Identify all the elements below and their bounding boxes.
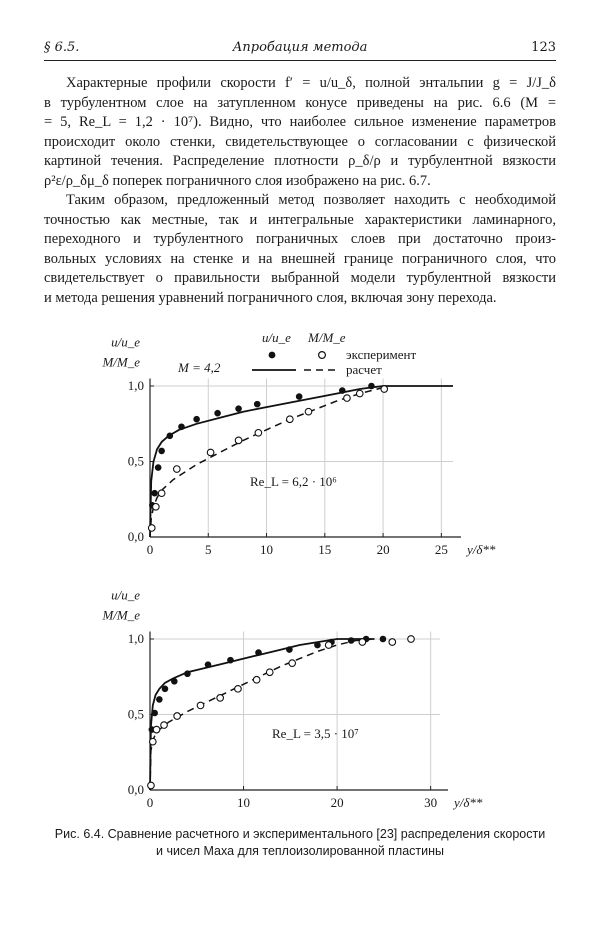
velocity-experiment-point [155,464,162,471]
velocity-experiment-point [184,670,191,677]
y-axis-label-mach: M/M_e [102,607,140,623]
y-axis-label-mach: M/M_e [102,354,140,370]
text-line: и метода решения уравнений пограничного слоя, включая зону перехода. [44,289,497,306]
x-tick-label: 20 [330,795,344,810]
velocity-experiment-point [151,490,158,497]
velocity-experiment-point [339,387,346,394]
x-tick-label: 10 [237,795,251,810]
x-tick-label: 20 [376,542,390,557]
mach-experiment-point [253,676,260,683]
mach-experiment-point [344,395,351,402]
velocity-experiment-point [167,433,174,440]
y-tick-label: 1,0 [127,378,144,393]
figure-6-4 [0,300,600,820]
legend-header-velocity: u/u_e [262,330,291,345]
velocity-experiment-point [255,649,262,656]
y-axis-label-velocity: u/u_e [111,587,140,603]
legend-open-marker [319,352,326,359]
mach-experiment-point [305,408,312,415]
mach-experiment-point [235,686,242,693]
x-tick-label: 0 [146,795,154,810]
velocity-experiment-point [178,423,185,430]
mach-experiment-point [266,669,273,676]
legend-header-mach: M/M_e [308,330,346,345]
figure-caption [44,826,556,860]
mach-experiment-point [161,722,168,729]
legend-filled-marker [269,352,276,359]
y-tick-label: 1,0 [127,631,144,646]
x-tick-label: 10 [260,542,274,557]
x-tick-label: 0 [146,542,154,557]
y-tick-label: 0,0 [127,529,144,544]
mach-experiment-point [148,782,155,789]
text-line: точностью как местные, так и интегральные характеристики ламинарного, [44,211,556,228]
y-tick-label: 0,0 [127,782,144,797]
text-line: Характерные профили скорости f′ = u/u_δ, полной энтальпии g = J/J_δ [66,75,556,91]
text-line: = 5, Re_L = 1,2 · 10⁷). Видно, что наиболее сильное изменение параметров [44,114,556,130]
velocity-experiment-point [151,710,158,717]
x-axis-label: y/δ** [454,795,483,810]
velocity-experiment-point [158,448,165,455]
velocity-experiment-point [254,401,261,408]
velocity-experiment-point [171,678,178,685]
text-line: картиной течения. Распределение плотности ρ_δ/ρ и турбулентной вязкости [44,153,556,169]
velocity-experiment-point [214,410,221,417]
reynolds-annotation: Re_L = 6,2 · 10⁶ [250,474,337,489]
mach-experiment-point [389,639,396,646]
mach-experiment-point [287,416,294,423]
velocity-experiment-point [193,416,200,423]
y-tick-label: 0,5 [127,706,144,722]
text-line: переходного и турбулентного пограничных слоев при достаточно произ- [44,231,556,247]
text-line: свидетельствует о правильности выбранной модели турбулентной вязкости [44,270,556,286]
mach-experiment-point [356,390,363,397]
mach-experiment-point [148,525,155,532]
header-rule [44,60,556,61]
text-line: ρ²ε/ρ_δμ_δ поперек пограничного слоя изображено на рис. 6.7. [44,172,431,189]
mach-experiment-point [408,636,415,643]
page-number: 123 [531,40,556,55]
velocity-experiment-point [348,637,355,644]
mach-experiment-point [174,713,181,720]
caption-line: и чисел Маха для теплоизолированной пластины [155,844,445,858]
x-tick-label: 15 [318,542,332,557]
velocity-experiment-point [235,405,242,412]
mach-experiment-point [325,642,332,649]
paragraph-2 [44,191,556,308]
mach-experiment-point [153,504,160,511]
mach-experiment-point [174,466,181,473]
x-axis-label: y/δ** [467,542,496,557]
velocity-experiment-point [205,661,212,668]
mach-experiment-point [289,660,296,667]
text-line: Таким образом, предложенный метод позволяет находить с необходимой [66,192,556,208]
mach-experiment-point [235,437,242,444]
text-line: происходит около стенки, свидетельствующее о согласовании с физической [44,133,556,150]
mach-annotation: M = 4,2 [178,360,221,375]
mach-experiment-point [197,702,204,709]
mach-experiment-point [150,738,157,745]
velocity-experiment-point [314,642,321,649]
mach-experiment-point [158,490,165,497]
y-axis-label-velocity: u/u_e [111,334,140,350]
x-tick-label: 30 [424,795,438,810]
mach-experiment-point [359,639,366,646]
x-tick-label: 5 [205,542,212,557]
running-title: Апробация метода [232,40,368,55]
velocity-experiment-point [296,393,303,400]
velocity-experiment-point [162,686,169,693]
velocity-experiment-point [156,696,163,703]
velocity-experiment-point [286,646,293,653]
mach-experiment-point [207,449,214,456]
velocity-experiment-point [380,636,387,643]
y-tick-label: 0,5 [127,453,144,469]
x-tick-label: 25 [434,542,448,557]
velocity-experiment-point [227,657,234,664]
mach-experiment-point [217,695,224,702]
caption-line: Рис. 6.4. Сравнение расчетного и экспериментального [23] распределения скорости [54,827,546,841]
mach-experiment-point [381,386,388,393]
mach-experiment-point [255,430,262,437]
legend-experiment-label: эксперимент [346,347,417,362]
text-line: вольных условиях на стенке и на внешней границе пограничного слоя, что [44,250,556,267]
reynolds-annotation: Re_L = 3,5 · 10⁷ [272,726,359,741]
text-line: в турбулентном слое на затупленном конусе приведены на рис. 6.6 (M = [44,94,556,111]
paragraph-1 [44,74,556,191]
velocity-experiment-point [368,383,375,390]
mach-experiment-point [153,726,160,733]
section-number: § 6.5. [44,40,80,55]
legend-calculation-label: расчет [346,362,382,377]
